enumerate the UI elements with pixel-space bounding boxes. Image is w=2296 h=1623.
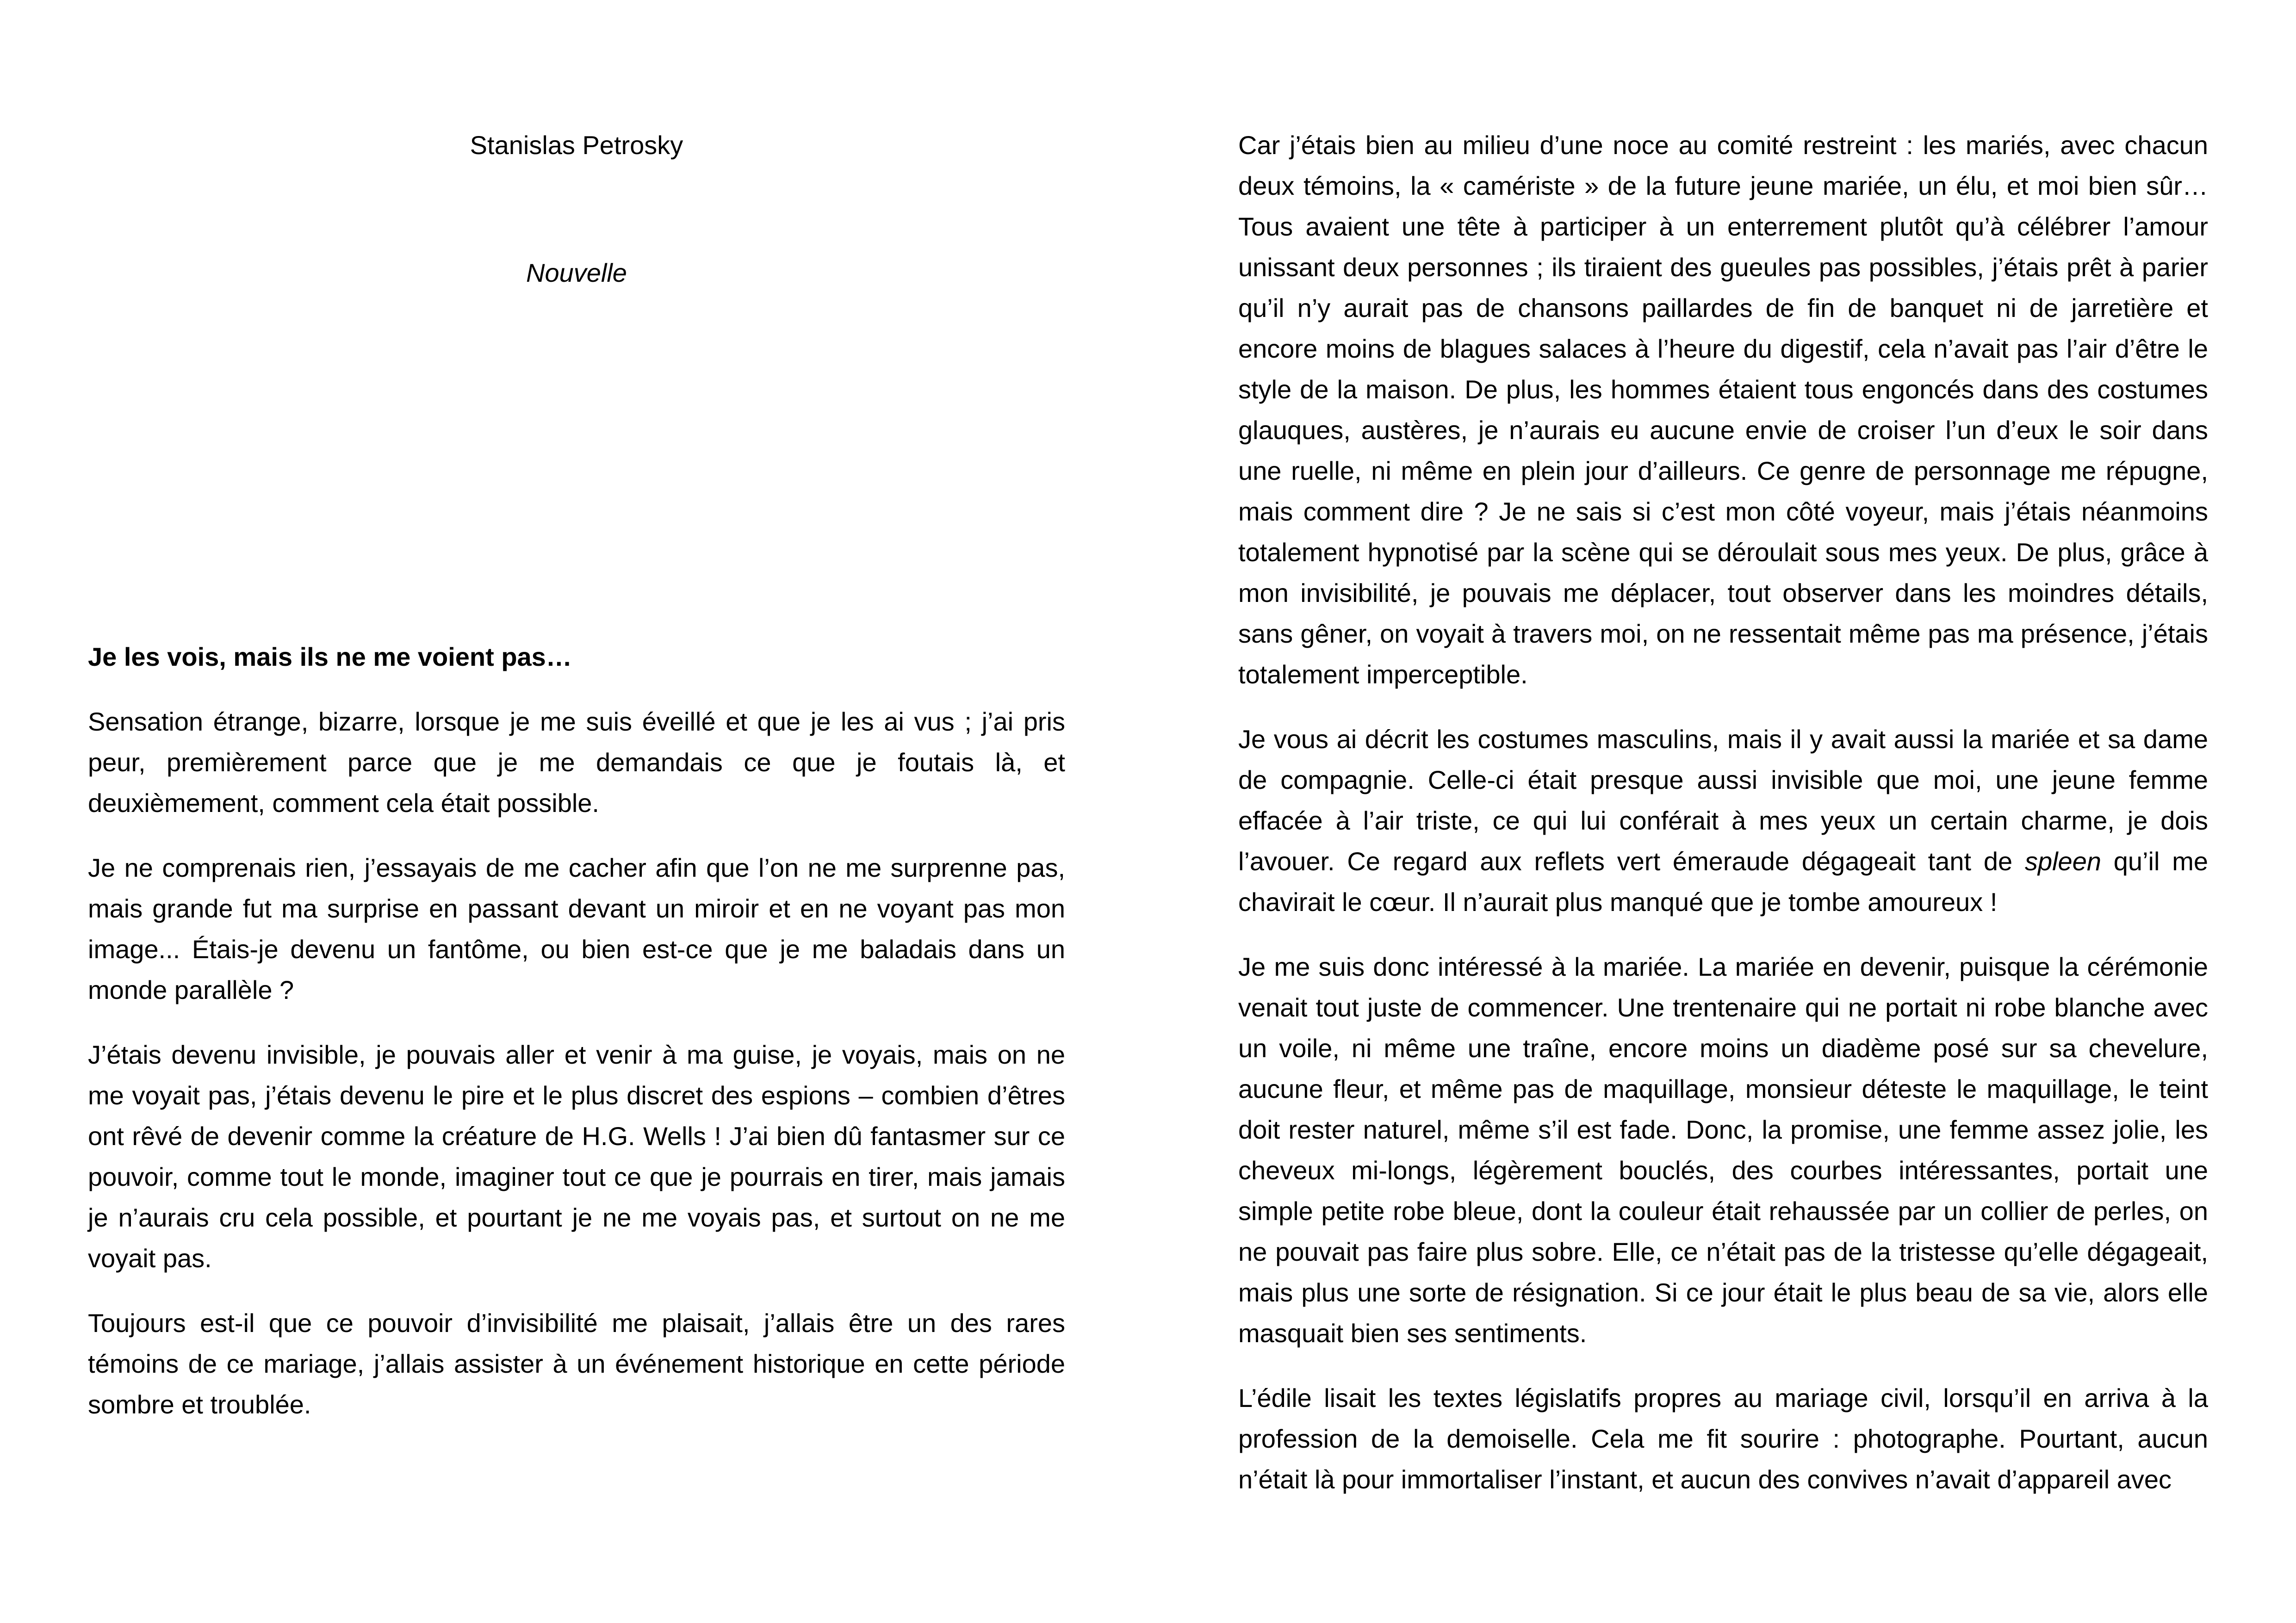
paragraph: Je ne comprenais rien, j’essayais de me cacher afin que l’on ne me surprenne pas, mais grande fut ma surprise en passant devant un miroir et en ne voyant pas mon image... Étais-je devenu un fantôme, ou bien est-ce que je me baladais dans un monde parallèle ? xyxy=(88,853,1065,1004)
chapter-section xyxy=(88,637,1065,1449)
paragraph: J’étais devenu invisible, je pouvais aller et venir à ma guise, je voyais, mais on ne me voyait pas, j’étais devenu le pire et le plus discret des espions – combien d’êtres ont rêvé de devenir comme la créature de H.G. Wells ! J’ai bien dû fantasmer sur ce pouvoir, comme tout le monde, imaginer tout ce que je pourrais en tirer, mais jamais je n’aurais cru cela possible, et pourtant je ne me voyais pas, et surtout on ne me voyait pas. xyxy=(88,1040,1065,1273)
genre-label: Nouvelle xyxy=(526,258,627,287)
left-page xyxy=(88,0,1065,1623)
paragraph xyxy=(1238,719,2208,923)
italic-word: spleen xyxy=(2024,847,2101,876)
paragraph: Je me suis donc intéressé à la mariée. La mariée en devenir, puisque la cérémonie venait tout juste de commencer. Une trentenaire qui ne portait ni robe blanche avec un voile, ni même une traîne, encore moins un diadème posé sur sa chevelure, aucune fleur, et même pas de maquillage, monsieur déteste le maquillage, le teint doit rester naturel, même s’il est fade. Donc, la promise, une femme assez jolie, les cheveux mi-longs, légèrement bouclés, des courbes intéressantes, portait une simple petite robe bleue, dont la couleur était rehaussée par un collier de perles, on ne pouvait pas faire plus sobre. Elle, ce n’était pas de la tristesse qu’elle dégageait, mais plus une sorte de résignation. Si ce jour était le plus beau de sa vie, alors elle masquait bien ses sentiments. xyxy=(1238,952,2208,1348)
paragraph-text: Je vous ai décrit les costumes masculins, mais il y avait aussi la mariée et sa dame de compagnie. Celle-ci était presque aussi invisible que moi, une jeune femme effacée à l’air triste, ce qui lui conférait à mes yeux un certain charme, je dois l’avouer. Ce regard aux reflets vert émeraude dégageait tant de xyxy=(1238,725,2208,876)
right-page xyxy=(1238,0,2208,1623)
paragraph-text: qu’il me chavirait le cœur. Il n’aurait plus manqué que je tombe amoureux ! xyxy=(1238,847,2208,917)
chapter-title: Je les vois, mais ils ne me voient pas… xyxy=(88,642,572,671)
paragraph: Sensation étrange, bizarre, lorsque je me suis éveillé et que je les ai vus ; j’ai pris peur, premièrement parce que je me demandais ce que je foutais là, et deuxièmement, comment cela était possible. xyxy=(88,707,1065,818)
paragraph: Toujours est-il que ce pouvoir d’invisibilité me plaisait, j’allais être un des rares témoins de ce mariage, j’allais assister à un événement historique en cette période sombre et troublée. xyxy=(88,1308,1065,1419)
paragraph: L’édile lisait les textes législatifs propres au mariage civil, lorsqu’il en arriva à la profession de la demoiselle. Cela me fit sourire : photographe. Pourtant, aucun n’était là pour immortaliser l’instant, et aucun des convives n’avait d’appareil avec xyxy=(1238,1383,2208,1494)
author-name: Stanislas Petrosky xyxy=(470,130,683,160)
right-page-text xyxy=(1238,125,2208,1524)
paragraph: Car j’étais bien au milieu d’une noce au comité restreint : les mariés, avec chacun deux témoins, la « camériste » de la future jeune mariée, un élu, et moi bien sûr… Tous avaient une tête à participer à un enterrement plutôt qu’à célébrer l’amour unissant deux personnes ; ils tiraient des gueules pas possibles, j’étais prêt à parier qu’il n’y aurait pas de chansons paillardes de fin de banquet ni de jarretière et encore moins de blagues salaces à l’heure du digestif, cela n’avait pas l’air d’être le style de la maison. De plus, les hommes étaient tous engoncés dans des costumes glauques, austères, je n’aurais eu aucune envie de croiser l’un d’eux le soir dans une ruelle, ni même en plein jour d’ailleurs. Ce genre de personnage me répugne, mais comment dire ? Je ne sais si c’est mon côté voyeur, mais j’étais néanmoins totalement hypnotisé par la scène qui se déroulait sous mes yeux. De plus, grâce à mon invisibilité, je pouvais me déplacer, tout observer dans les moindres détails, sans gêner, on voyait à travers moi, on ne ressentait même pas ma présence, j’étais totalement imperceptible. xyxy=(1238,130,2208,689)
